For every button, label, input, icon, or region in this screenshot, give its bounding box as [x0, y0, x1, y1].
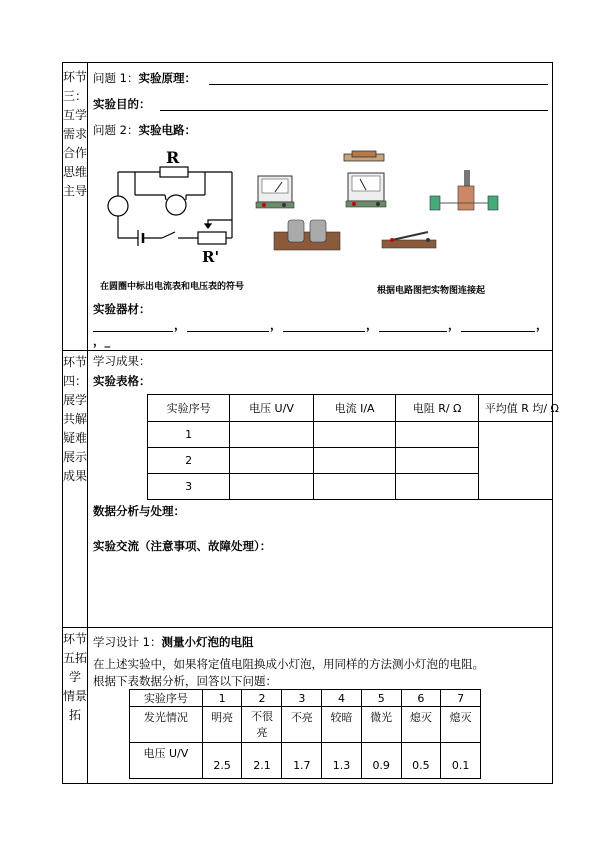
equipment-blank-3 [283, 331, 365, 332]
voltage-value: 1.7 [282, 743, 322, 779]
exchange-label: 实验交流（注意事项、故障处理）： [93, 539, 272, 553]
glow-cell: 不亮 [282, 707, 322, 743]
resistance-cell[interactable] [396, 474, 478, 500]
table-row [148, 422, 554, 448]
design-paragraph-1: 在上述实验中，如果将定值电阻换成小灯泡，用同样的方法测小灯泡的电阻。 [93, 657, 484, 671]
equipment-sep-1: ， [174, 318, 186, 332]
equipment-illustration [252, 148, 522, 258]
resistance-cell[interactable] [396, 448, 478, 474]
equipment-blank-1 [93, 331, 173, 332]
current-cell[interactable] [313, 422, 396, 448]
design-heading [93, 634, 253, 650]
analysis-label: 数据分析与处理： [93, 504, 185, 518]
question-2 [93, 122, 196, 138]
purpose-answer-line [160, 110, 548, 111]
voltage-value: 1.3 [322, 743, 362, 779]
switch-icon [382, 232, 436, 248]
bulb-row-glow [130, 707, 481, 743]
voltage-cell[interactable] [230, 448, 313, 474]
purpose-label: 实验目的： [93, 97, 151, 111]
design-paragraph-2: 根据下表数据分析，回答以下问题： [93, 674, 277, 688]
equipment-blank-5 [461, 331, 535, 332]
glow-cell: 微光 [361, 707, 401, 743]
question-1 [93, 70, 196, 86]
principle-answer-line [209, 84, 548, 85]
current-cell[interactable] [313, 448, 396, 474]
header-average: 平均值 R 均/ Ω [478, 395, 553, 422]
section-divider-1 [62, 350, 553, 351]
caption-mark-meters: 在圆圈中标出电流表和电压表的符号 [100, 282, 245, 292]
average-cell[interactable] [478, 422, 553, 500]
serial-cell: 4 [322, 690, 362, 707]
circuit-diagram [100, 140, 240, 270]
glow-cell: 熄灭 [441, 707, 481, 743]
serial-cell: 3 [282, 690, 322, 707]
serial-cell: 6 [401, 690, 441, 707]
side-label-section-3: 环节三：互学 需求合作 思维主导 [63, 70, 88, 198]
question-1-title: 实验原理： [138, 71, 196, 85]
voltage-cell[interactable] [230, 474, 313, 500]
equipment-label: 实验器材： [93, 302, 151, 316]
equipment-last-blank: ，_ [93, 334, 111, 348]
side-label-section-4: 环节四：展学 共解疑难 展示成果 [63, 355, 88, 483]
rheostat-icon [430, 170, 498, 210]
design-title: 测量小灯泡的电阻 [161, 635, 254, 649]
table-label: 实验表格： [93, 374, 151, 388]
glow-cell: 不很亮 [242, 707, 282, 743]
serial-cell: 1 [202, 690, 242, 707]
caption-connect-objects: 根据电路图把实物图连接起 [377, 286, 486, 296]
question-2-prefix: 问题 2： [93, 123, 139, 137]
header-serial: 实验序号 [148, 395, 230, 422]
experiment-table [147, 394, 559, 500]
equipment-sep-3: ， [366, 318, 378, 332]
design-prefix: 学习设计 1： [93, 635, 162, 649]
voltmeter-icon [346, 173, 386, 207]
row-label: 电压 U/V [130, 743, 203, 779]
row-serial: 3 [148, 474, 230, 500]
column-divider [87, 62, 88, 784]
equipment-blank-2 [187, 331, 269, 332]
voltage-value: 2.1 [242, 743, 282, 779]
header-current: 电流 I/A [313, 395, 396, 422]
serial-cell: 7 [441, 690, 481, 707]
bulb-row-voltage [130, 743, 481, 779]
glow-cell: 较暗 [322, 707, 362, 743]
bulb-data-table [129, 689, 481, 779]
equipment-sep-5: ， [536, 318, 548, 332]
voltage-value: 0.1 [441, 743, 481, 779]
voltage-value: 0.9 [361, 743, 401, 779]
header-voltage: 电压 U/V [230, 395, 313, 422]
header-resistance: 电阻 R/ Ω [396, 395, 478, 422]
equipment-sep-4: ， [448, 318, 460, 332]
row-label: 发光情况 [130, 707, 203, 743]
learning-result-label: 学习成果： [93, 354, 151, 368]
voltage-value: 0.5 [401, 743, 441, 779]
equipment-sep-2: ， [270, 318, 282, 332]
resistor-component-icon [344, 151, 384, 161]
bulb-row-serial [130, 690, 481, 707]
row-serial: 2 [148, 448, 230, 474]
glow-cell: 熄灭 [401, 707, 441, 743]
question-2-title: 实验电路： [138, 123, 196, 137]
row-label: 实验序号 [130, 690, 203, 707]
glow-cell: 明亮 [202, 707, 242, 743]
resistance-cell[interactable] [396, 422, 478, 448]
serial-cell: 2 [242, 690, 282, 707]
serial-cell: 5 [361, 690, 401, 707]
rheostat-label: R' [202, 248, 220, 266]
ammeter-icon [256, 176, 294, 208]
resistor-label: R [166, 148, 180, 167]
equipment-blank-4 [379, 331, 447, 332]
side-label-section-5: 环节五拓学 情景拓 [63, 632, 88, 722]
current-cell[interactable] [313, 474, 396, 500]
voltage-value: 2.5 [202, 743, 242, 779]
section-divider-2 [62, 627, 553, 628]
voltage-cell[interactable] [230, 422, 313, 448]
question-1-prefix: 问题 1： [93, 71, 139, 85]
battery-icon [274, 220, 340, 250]
row-serial: 1 [148, 422, 230, 448]
